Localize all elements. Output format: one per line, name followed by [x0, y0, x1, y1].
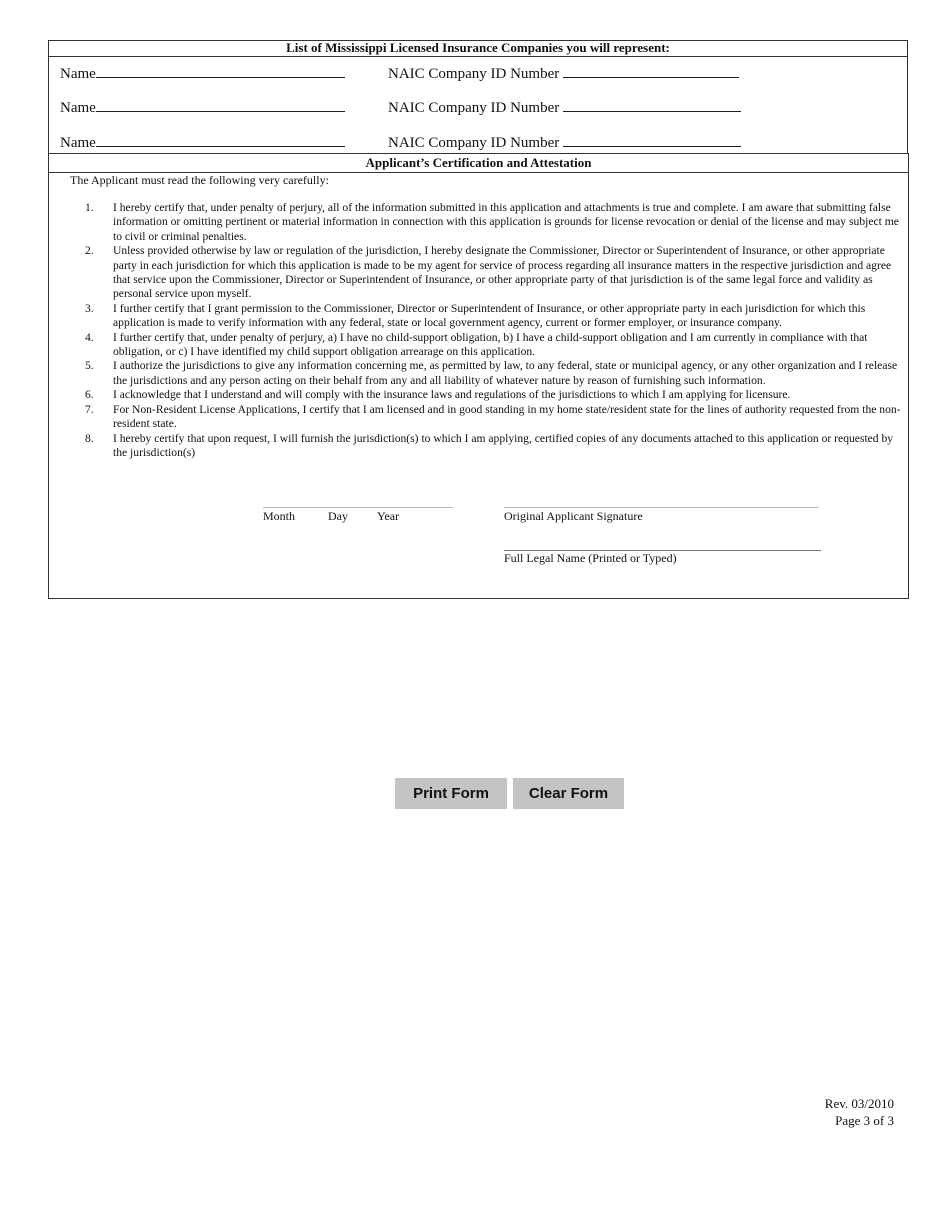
name-label: Name [60, 66, 96, 82]
certification-item: 5. I authorize the jurisdictions to give any information concerning me, as permitted by law, to any federal, state or municipal agency, or any other organization and I release the jurisdictions and any person acting on their behalf from any and all liability of whatever nature by reason of furnishing such information. [85, 359, 898, 387]
certification-section [48, 153, 909, 599]
company-name-field-2[interactable] [96, 97, 345, 112]
naic-label: NAIC Company ID Number [388, 100, 560, 116]
date-field[interactable] [263, 507, 453, 508]
signature-label: Original Applicant Signature [504, 509, 643, 523]
naic-label: NAIC Company ID Number [388, 66, 560, 82]
date-year-label: Year [377, 509, 400, 523]
certification-list [67, 201, 902, 460]
date-day-label: Day [328, 509, 348, 523]
naic-row-1 [388, 63, 739, 83]
date-month-label: Month [263, 509, 296, 523]
print-form-button[interactable]: Print Form [395, 778, 507, 809]
naic-row-3 [388, 132, 741, 152]
certification-item: 4. I further certify that, under penalty of perjury, a) I have no child-support obligation, b) I have a child-support obligation and I am currently in compliance with that obligation, or c) I have identified my child support obligation arrearage on this application. [85, 330, 868, 359]
naic-id-field-3[interactable] [563, 132, 741, 147]
certification-intro: The Applicant must read the following very carefully: [70, 173, 329, 187]
naic-row-2 [388, 97, 741, 117]
certification-item: 7. For Non-Resident License Applications, I certify that I am licensed and in good standing in my home state/resident state for the lines of authority requested from the non-resident state. [85, 402, 901, 431]
company-row-2 [60, 97, 345, 117]
certification-item: 3. I further certify that I grant permission to the Commissioner, Director or Superintendent of Insurance, or other appropriate party in each jurisdiction for which this application is made to verify information with any federal, state or local government agency, current or former employer, or insurance company. [85, 301, 866, 330]
company-name-field-3[interactable] [96, 132, 345, 147]
naic-id-field-1[interactable] [563, 63, 739, 78]
full-name-label: Full Legal Name (Printed or Typed) [504, 551, 677, 565]
page-number-label: Page 3 of 3 [835, 1113, 894, 1128]
name-label: Name [60, 100, 96, 116]
certification-item: 8. I hereby certify that upon request, I will furnish the jurisdiction(s) to which I am applying, certified copies of any documents attached to this application or requested by the jurisdiction(s) [85, 431, 894, 459]
certification-title: Applicant’s Certification and Attestation [49, 154, 908, 173]
naic-label: NAIC Company ID Number [388, 135, 560, 151]
certification-item: 1. I hereby certify that, under penalty of perjury, all of the information submitted in this application and attachments is true and complete. I am aware that submitting false information or omitting pertinent or material information in connection with this application is grounds for license revocation or denial of the license and may subject me to civil or criminal penalties. [85, 201, 899, 243]
company-row-1 [60, 63, 345, 83]
naic-id-field-2[interactable] [563, 97, 741, 112]
revision-label: Rev. 03/2010 [824, 1096, 894, 1111]
certification-item: 2. Unless provided otherwise by law or regulation of the jurisdiction, I hereby designate the Commissioner, Director or Superintendent of Insurance, or other appropriate party in each jurisdiction for which this application is made to be my agent for service of process regarding all insurance matters in the respective jurisdiction and agree that service upon the Commissioner, Director or Superintendent of Insurance, or other appropriate party of that jurisdiction is of the same legal force and validity as personal service upon myself. [85, 244, 892, 301]
company-name-field-1[interactable] [96, 63, 345, 78]
clear-form-button[interactable]: Clear Form [513, 778, 624, 809]
signature-field[interactable] [504, 507, 819, 508]
name-label: Name [60, 135, 96, 151]
certification-item: 6. I acknowledge that I understand and will comply with the insurance laws and regulations of the jurisdictions to which I am applying for licensure. [85, 388, 791, 402]
company-row-3 [60, 132, 345, 152]
company-list-title: List of Mississippi Licensed Insurance Companies you will represent: [49, 41, 907, 57]
company-list-section [48, 40, 908, 154]
